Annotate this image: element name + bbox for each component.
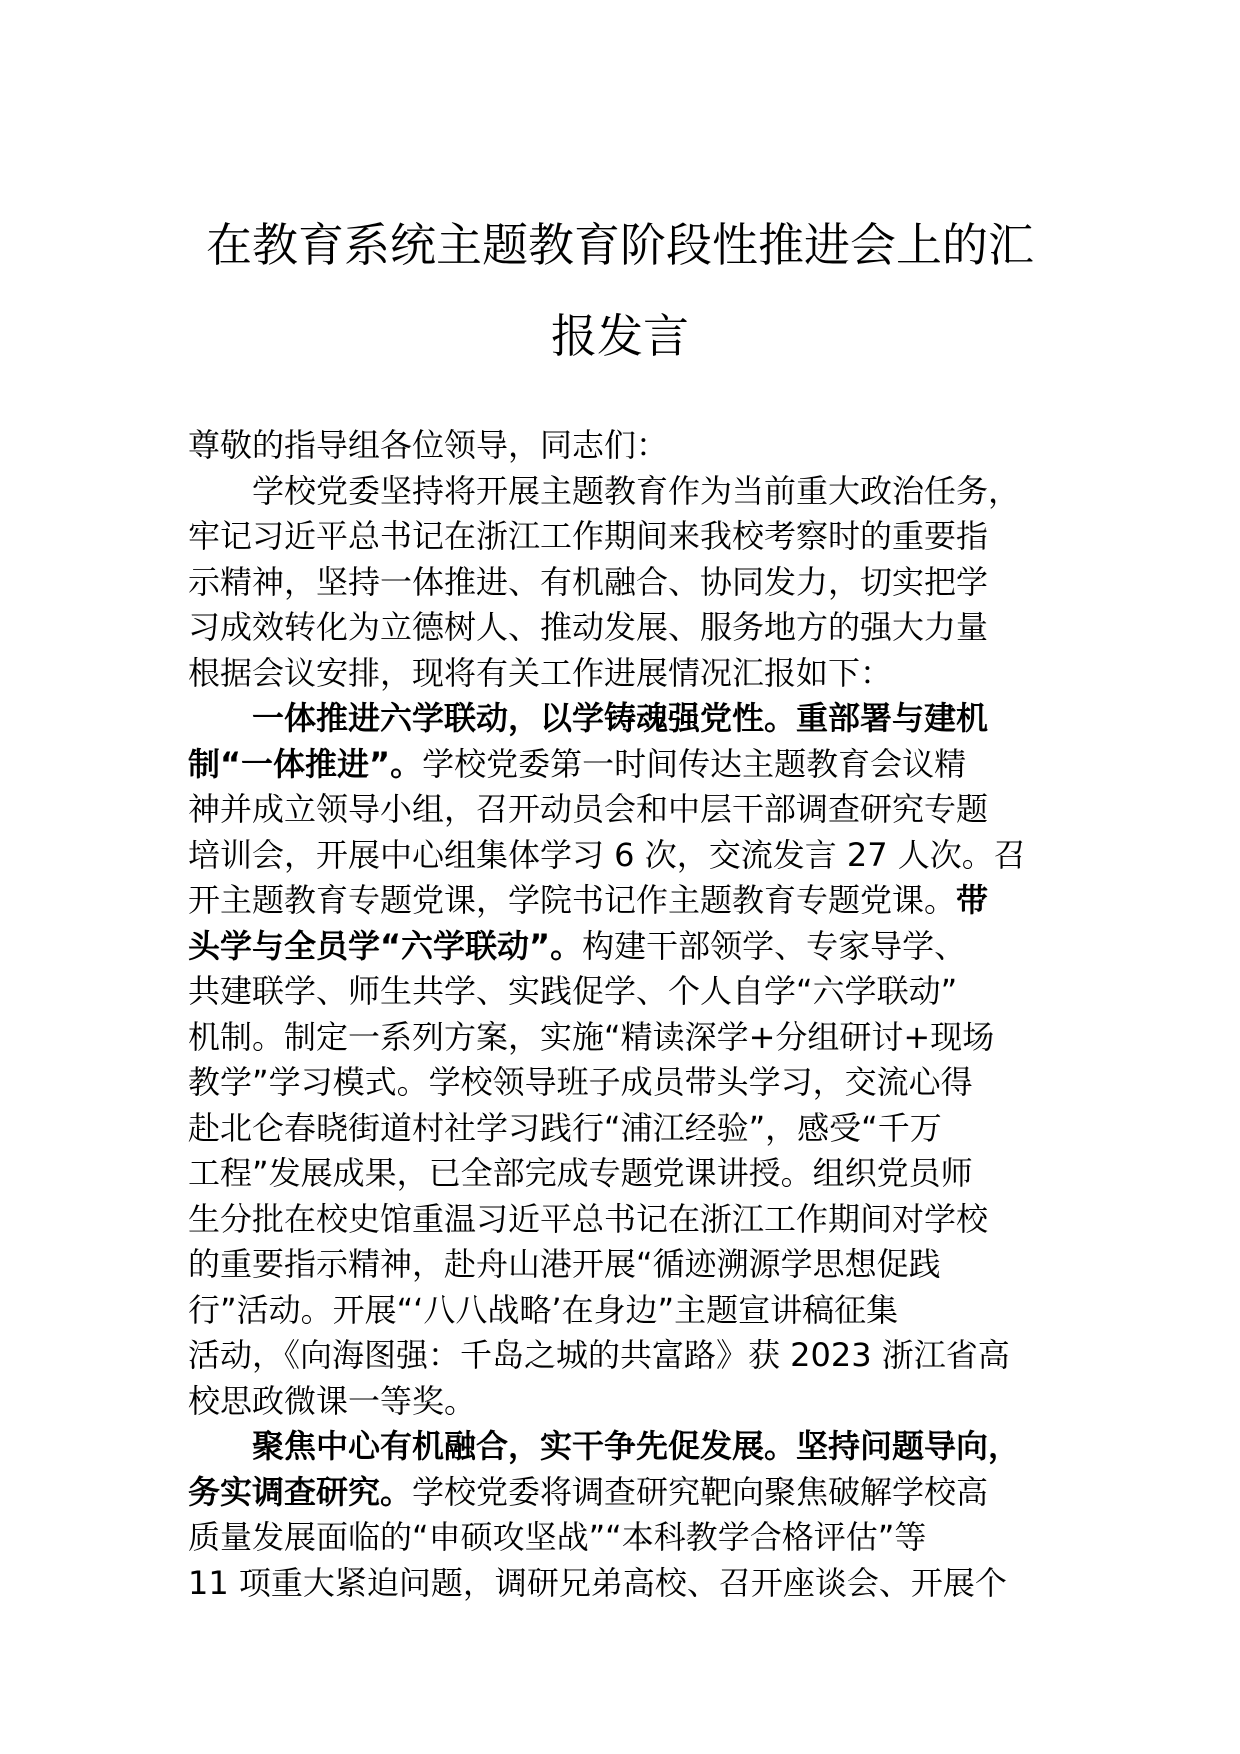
paragraph-2-line: 赴北仑春晓街道村社学习践行“浦江经验”，感受“千万 — [188, 1108, 942, 1147]
paragraph-3-text: 学校党委将调查研究靶向聚焦破解学校高 — [412, 1472, 989, 1511]
paragraph-2-line: 教学”学习模式。学校领导班子成员带头学习，交流心得 — [188, 1063, 973, 1101]
paragraph-1-line: 学校党委坚持将开展主题教育作为当前重大政治任务， — [252, 471, 1021, 510]
paragraph-3-line: 质量发展面临的“申硕攻坚战”“本科教学合格评估”等 — [188, 1518, 927, 1556]
paragraph-2-line: 神并成立领导小组，召开动员会和中层干部调查研究专题 — [188, 790, 989, 828]
paragraph-1-line: 习成效转化为立德树人、推动发展、服务地方的强大力量 — [188, 608, 989, 646]
paragraph-3-line — [188, 1470, 1088, 1516]
paragraph-1-line: 根据会议安排，现将有关工作进展情况汇报如下： — [188, 653, 893, 692]
paragraph-1-line: 示精神，坚持一体推进、有机融合、协同发力，切实把学 — [188, 562, 989, 601]
paragraph-2-text: 构建干部领学、专家导学、 — [582, 926, 967, 965]
paragraph-2-line: 工程”发展成果，已全部完成专题党课讲授。组织党员师 — [188, 1154, 973, 1192]
paragraph-2-subheading: 制“一体推进”。 — [188, 744, 423, 783]
document-title-line-1: 在教育系统主题教育阶段性推进会上的汇 — [206, 218, 1034, 272]
paragraph-2-text: 学校党委第一时间传达主题教育会议精 — [422, 744, 967, 783]
paragraph-2-subheading: 带 — [956, 881, 989, 919]
paragraph-2-line: 行”活动。开展“‘八八战略’在身边”主题宣讲稿征集 — [188, 1290, 899, 1329]
paragraph-3-subheading: 务实调查研究。 — [188, 1472, 413, 1511]
paragraph-3-line: 11 项重大紧迫问题，调研兄弟高校、召开座谈会、开展个 — [188, 1563, 1007, 1602]
paragraph-2-text: 开主题教育专题党课，学院书记作主题教育专题党课。 — [188, 881, 957, 919]
paragraph-2-line: 生分批在校史馆重温习近平总书记在浙江工作期间对学校 — [188, 1199, 989, 1238]
paragraph-1-line: 牢记习近平总书记在浙江工作期间来我校考察时的重要指 — [188, 517, 989, 555]
paragraph-2-line — [188, 924, 1088, 970]
paragraph-2-line: 活动，《向海图强：千岛之城的共富路》获 2023 浙江省高 — [188, 1336, 1010, 1374]
paragraph-2-line: 校思政微课一等奖。 — [188, 1381, 477, 1420]
paragraph-2-line — [188, 742, 1088, 788]
greeting-line: 尊敬的指导组各位领导，同志们： — [188, 426, 669, 464]
paragraph-2-line: 培训会，开展中心组集体学习 6 次，交流发言 27 人次。召 — [188, 835, 1026, 874]
paragraph-3-heading: 聚焦中心有机融合，实干争先促发展。坚持问题导向， — [252, 1427, 1021, 1465]
paragraph-2-line — [188, 878, 1088, 924]
document-body — [188, 423, 1088, 1606]
paragraph-2-line: 机制。制定一系列方案，实施“精读深学+分组研讨+现场 — [188, 1017, 995, 1056]
document-title-line-2: 报发言 — [551, 309, 689, 363]
paragraph-2-line: 共建联学、师生共学、实践促学、个人自学“六学联动” — [188, 972, 958, 1010]
paragraph-2-subheading: 头学与全员学“六学联动”。 — [188, 926, 583, 965]
paragraph-2-line: 的重要指示精神，赴舟山港开展“循迹溯源学思想促践 — [188, 1245, 941, 1283]
paragraph-2-heading: 一体推进六学联动，以学铸魂强党性。重部署与建机 — [252, 699, 989, 737]
